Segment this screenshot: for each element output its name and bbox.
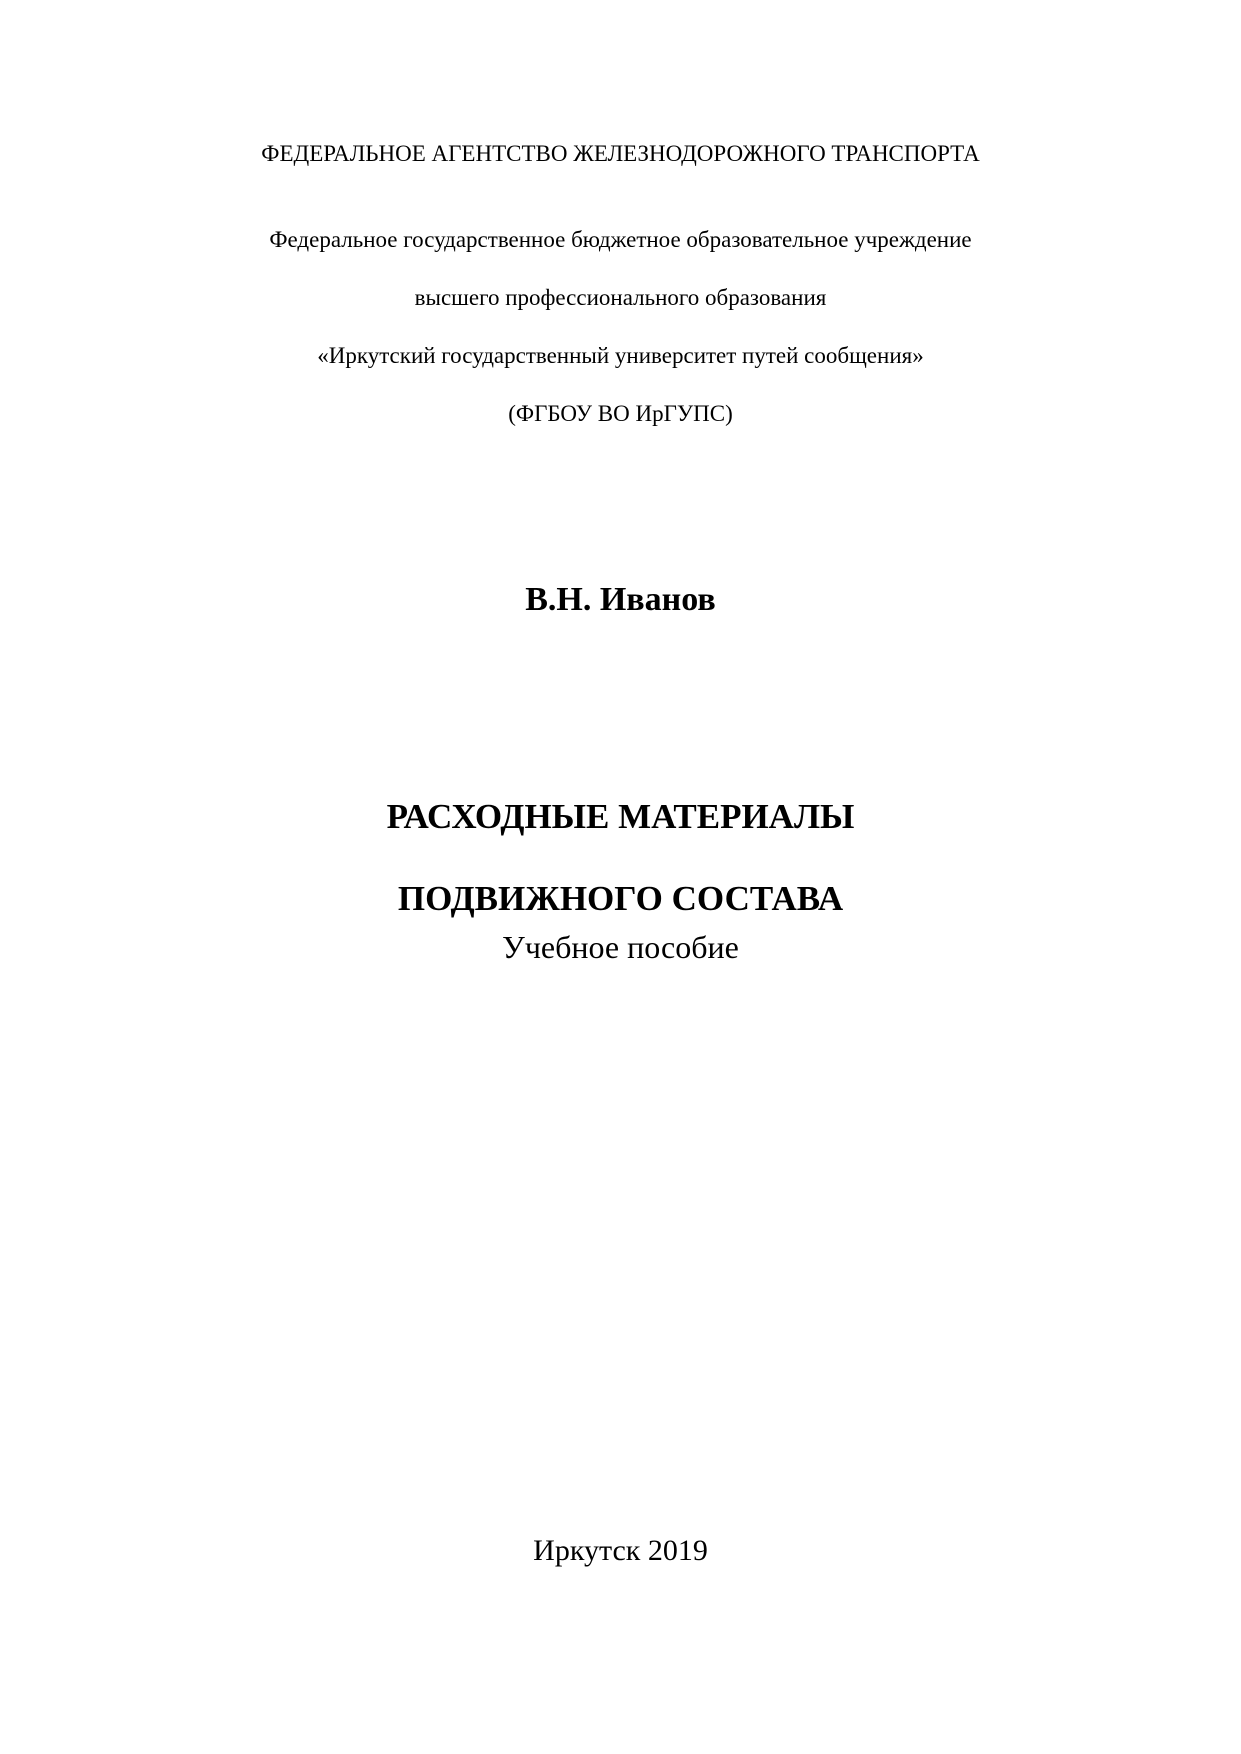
institution-line-4: (ФГБОУ ВО ИрГУПС) (508, 401, 733, 426)
institution-line-2: высшего профессионального образования (414, 285, 827, 310)
book-title-line-1: РАСХОДНЫЕ МАТЕРИАЛЫ (386, 797, 855, 836)
institution-line-3: «Иркутский государственный университет путей сообщения» (317, 343, 924, 368)
book-title-line-2: ПОДВИЖНОГО СОСТАВА (397, 879, 844, 918)
institution-line-1: Федеральное государственное бюджетное образовательное учреждение (269, 227, 972, 252)
city-year: Иркутск 2019 (533, 1534, 708, 1567)
subtitle: Учебное пособие (502, 929, 739, 965)
institution-block (0, 196, 1241, 457)
author-name: В.Н. Иванов (525, 581, 716, 618)
agency-header: ФЕДЕРАЛЬНОЕ АГЕНТСТВО ЖЕЛЕЗНОДОРОЖНОГО ТРАНСПОРТА (261, 141, 980, 166)
